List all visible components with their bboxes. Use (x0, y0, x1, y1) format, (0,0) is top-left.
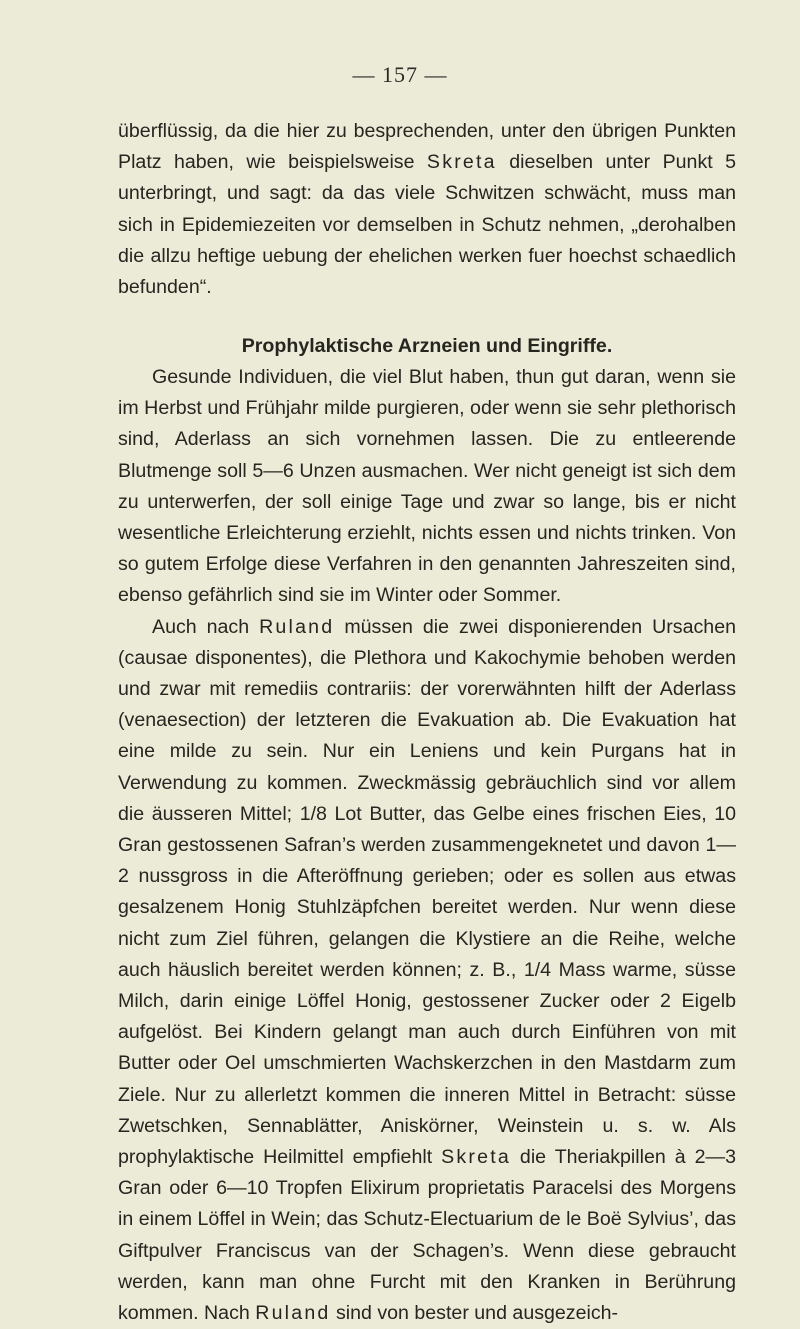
paragraph-text-part5: sind von bester und ausgezeich- (330, 1302, 619, 1325)
intro-text-continued: dieselben unter Punkt 5 unterbringt, und sagt: da das viele Schwitzen schwächt, muss man sich in Epidemiezeiten vor demselben in Schutz nehmen, „derohalben die allzu heftige uebung der ehelichen werken fuer hoechst schaedlich befunden“. (118, 151, 737, 299)
author-name-skreta-2: Skreta (441, 1146, 511, 1169)
author-name-skreta: Skreta (426, 151, 497, 174)
intro-text: überflüssig, da die hier zu besprechenden, unter den übrigen Punkten Platz haben, wie beispielsweise (118, 120, 736, 174)
section-heading: Prophylaktische Arzneien und Eingriffe. (241, 335, 613, 357)
page-number: — 157 — (352, 62, 448, 87)
author-name-ruland-2: Ruland (255, 1302, 331, 1325)
paragraph-text-part4: die Theriakpillen à 2—3 Gran oder 6—10 Tropfen Elixirum proprietatis Paracelsi des Morgens in einem Löffel in Wein; das Schutz-Electuarium de le Boë Sylvius’, das Giftpulver Franciscus van der Schagen’s. Wenn diese gebraucht werden, kann man ohne Furcht mit den Kranken in Berührung kommen. Nach (118, 1146, 736, 1325)
author-name-ruland: Ruland (259, 615, 335, 638)
paragraph-ruland (118, 612, 736, 1329)
fraction-one-quarter: 1/4 (523, 958, 552, 981)
body-text (118, 362, 736, 1329)
fraction-one-eighth: 1/8 (299, 802, 327, 825)
paragraph-lead: Auch nach (152, 615, 260, 638)
paragraph-text-part3: Mass warme, süsse Milch, darin einige Löffel Honig, gestossener Zucker oder 2 Eigelb aufgelöst. Bei Kindern gelangt man auch durch Einführen von mit Butter oder Oel umschmierten Wachskerzchen in den Mastdarm zum Ziele. Nur zu allerletzt kommen die inneren Mittel in Betracht: süsse Zwetschken, Sennablätter, Aniskörner, Weinstein u. s. w. Als prophylaktische Heilmittel empfiehlt (118, 958, 736, 1169)
paragraph-healthy-individuals: Gesunde Individuen, die viel Blut haben, thun gut daran, wenn sie im Herbst und Frühjahr milde purgieren, oder wenn sie sehr plethorisch sind, Aderlass an sich vornehmen lassen. Die zu entleerende Blutmenge soll 5—6 Unzen ausmachen. Wer nicht geneigt ist sich dem zu unterwerfen, der soll einige Tage und zwar so lange, bis er nicht wesentliche Erleichterung erziehlt, nichts essen und nichts trinken. Von so gutem Erfolge diese Verfahren in den genannten Jahreszeiten sind, ebenso gefährlich sind sie im Winter oder Sommer. (118, 366, 736, 607)
paragraph-text-part2: Lot Butter, das Gelbe eines frischen Eies, 10 Gran gestossenen Safran’s werden zusammengeknetet und davon 1—2 nussgross in die Afteröffnung gerieben; oder es sollen aus etwas gesalzenem Honig Stuhlzäpfchen bereitet werden. Nur wenn diese nicht zum Ziel führen, gelangen die Klystiere an die Reihe, welche auch häuslich bereitet werden können; z. B., (118, 802, 737, 981)
intro-paragraph (118, 116, 736, 303)
paragraph-text-part1: müssen die zwei disponierenden Ursachen (causae disponentes), die Plethora und Kakochymie behoben werden und zwar mit remediis contrariis: der vorerwähnten hilft der Aderlass (venaesection) der letzteren die Evakuation ab. Die Evakuation hat eine milde zu sein. Nur ein Leniens und kein Purgans hat in Verwendung zu kommen. Zweckmässig gebräuchlich sind vor allem die äusseren Mittel; (118, 615, 736, 825)
